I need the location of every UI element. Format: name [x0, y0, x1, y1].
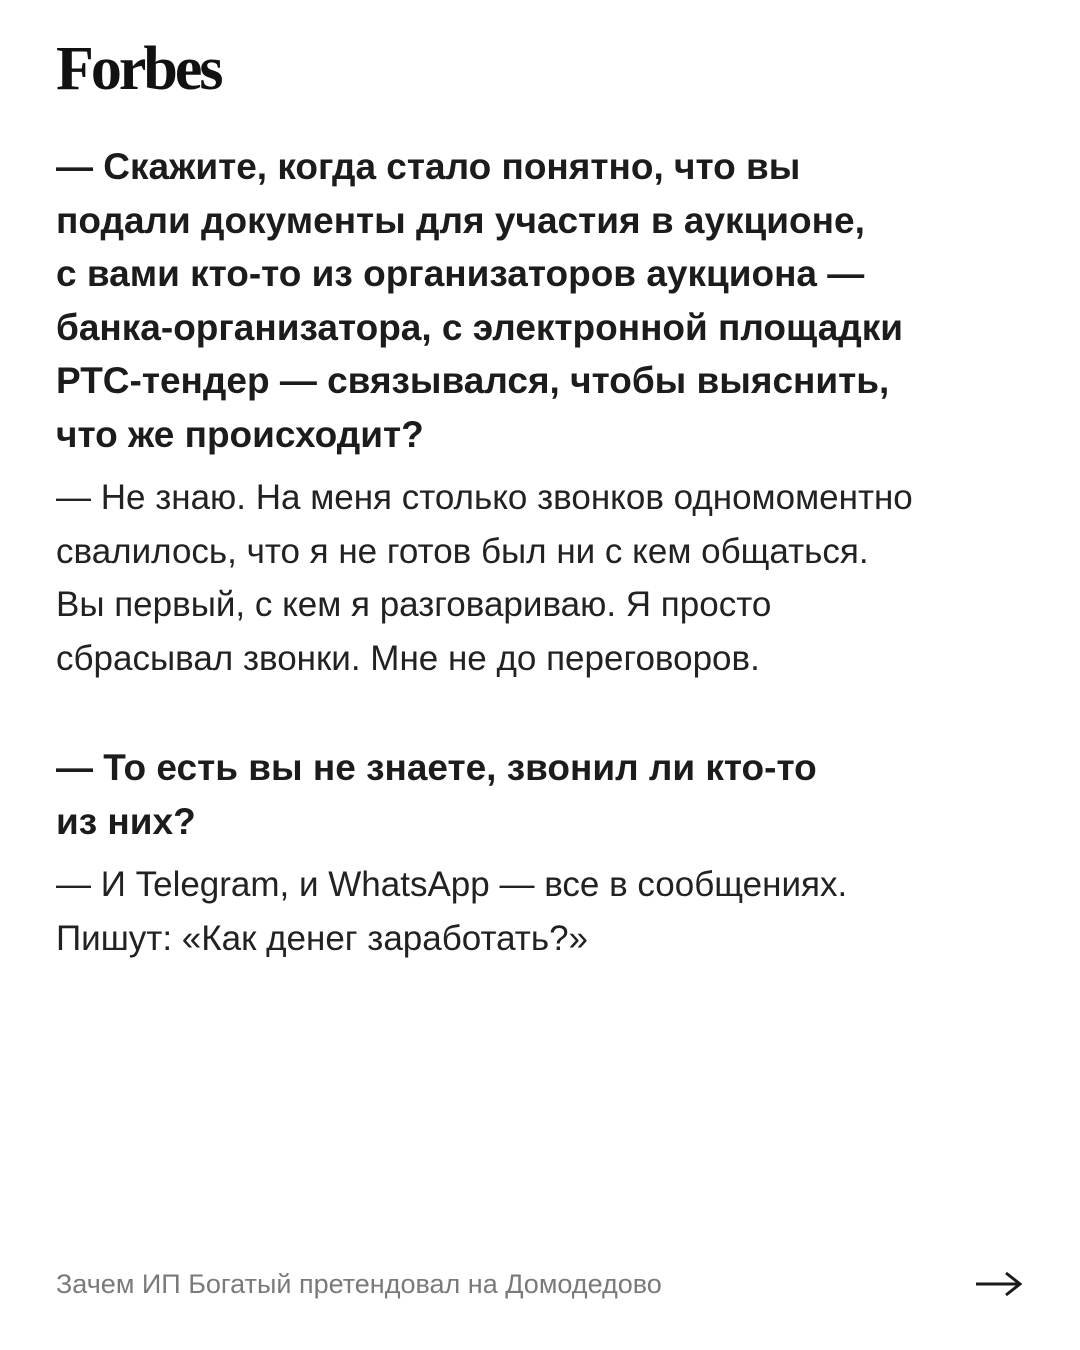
- answer-line: Пишут: «Как денег заработать?»: [56, 918, 589, 958]
- interview-body: [56, 140, 1031, 965]
- forbes-logo: Forbes: [56, 35, 221, 103]
- answer-line: — Не знаю. На меня столько звонков одномоментно: [56, 478, 913, 517]
- question-line: — То есть вы не знаете, звонил ли кто-то: [56, 747, 817, 788]
- interview-question: [56, 140, 1031, 461]
- arrow-right-icon[interactable]: [974, 1269, 1024, 1299]
- answer-line: сбрасывал звонки. Мне не до переговоров.: [56, 638, 760, 678]
- footer: [56, 1262, 1024, 1306]
- question-line: подали документы для участия в аукционе,: [56, 199, 865, 241]
- question-line: с вами кто-то из организаторов аукциона —: [56, 253, 865, 294]
- answer-line: Вы первый, с кем я разговариваю. Я просто: [56, 585, 772, 624]
- question-line: банка-организатора, с электронной площадки: [56, 306, 904, 348]
- interview-answer: [56, 471, 1031, 685]
- question-line: РТС-тендер — связывался, чтобы выяснить,: [56, 360, 890, 401]
- answer-line: свалилось, что я не готов был ни с кем общаться.: [56, 531, 869, 571]
- answer-line: — И Telegram, и WhatsApp — все в сообщениях.: [56, 865, 848, 904]
- interview-answer: [56, 858, 1031, 965]
- question-line: — Скажите, когда стало понятно, что вы: [56, 146, 801, 187]
- question-line: из них?: [56, 800, 196, 842]
- article-caption: Зачем ИП Богатый претендовал на Домодедово: [56, 1268, 662, 1299]
- interview-question: [56, 741, 1031, 848]
- question-line: что же происходит?: [56, 413, 424, 455]
